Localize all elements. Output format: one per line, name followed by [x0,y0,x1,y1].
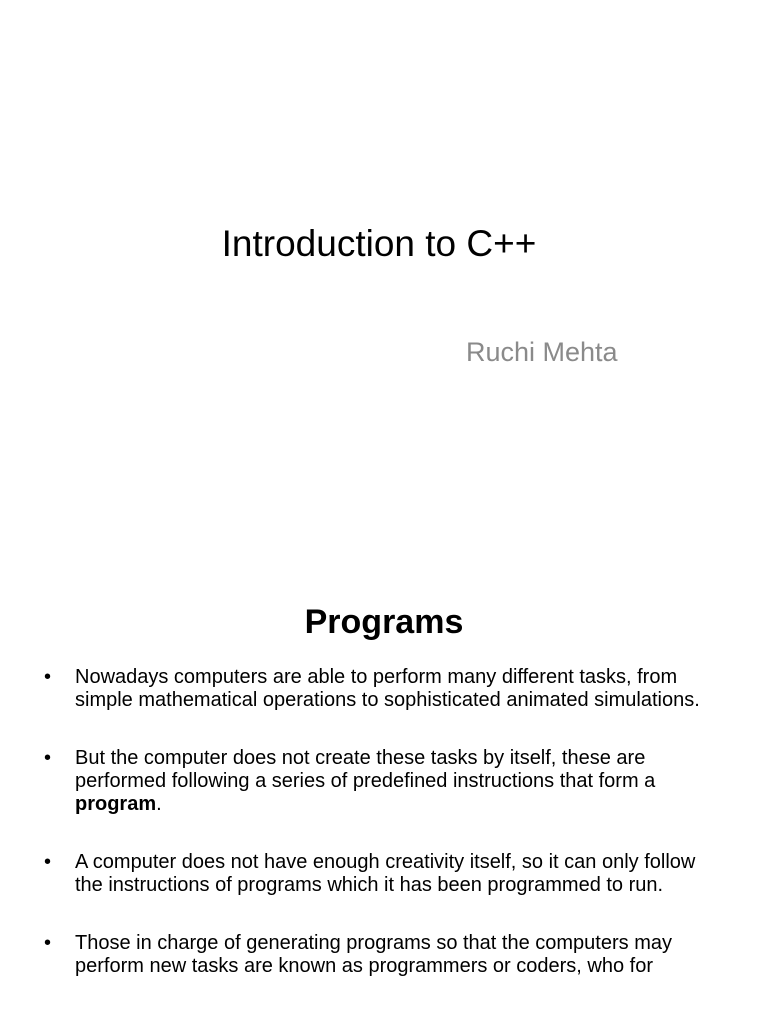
bullet-marker: • [44,666,52,688]
bullet-marker: • [44,747,52,769]
bullet-text: Nowadays computers are able to perform many different tasks, from simple mathematical operations to sophisticated animated simulations. [75,666,700,711]
bullet-item [0,666,768,712]
slide-heading: Programs [304,603,464,641]
bullet-item [0,932,768,978]
bullet-text-end: . [156,793,162,815]
bullet-text: A computer does not have enough creativity itself, so it can only follow the instructions of programs which it has been programmed to run. [75,851,696,896]
bullet-list [0,666,768,1013]
author-name: Ruchi Mehta [466,337,618,367]
bullet-bold-term: program [75,793,157,815]
bullet-text: But the computer does not create these tasks by itself, these are performed following a series of predefined instructions that form a [75,747,656,792]
presentation-title: Introduction to C++ [221,223,537,264]
bullet-item [0,747,768,816]
bullet-text: Those in charge of generating programs so that the computers may perform new tasks are known as programmers or coders, who for [75,932,672,977]
bullet-item [0,851,768,897]
programs-slide [0,576,768,1024]
bullet-marker: • [44,851,52,873]
bullet-marker: • [44,932,52,954]
